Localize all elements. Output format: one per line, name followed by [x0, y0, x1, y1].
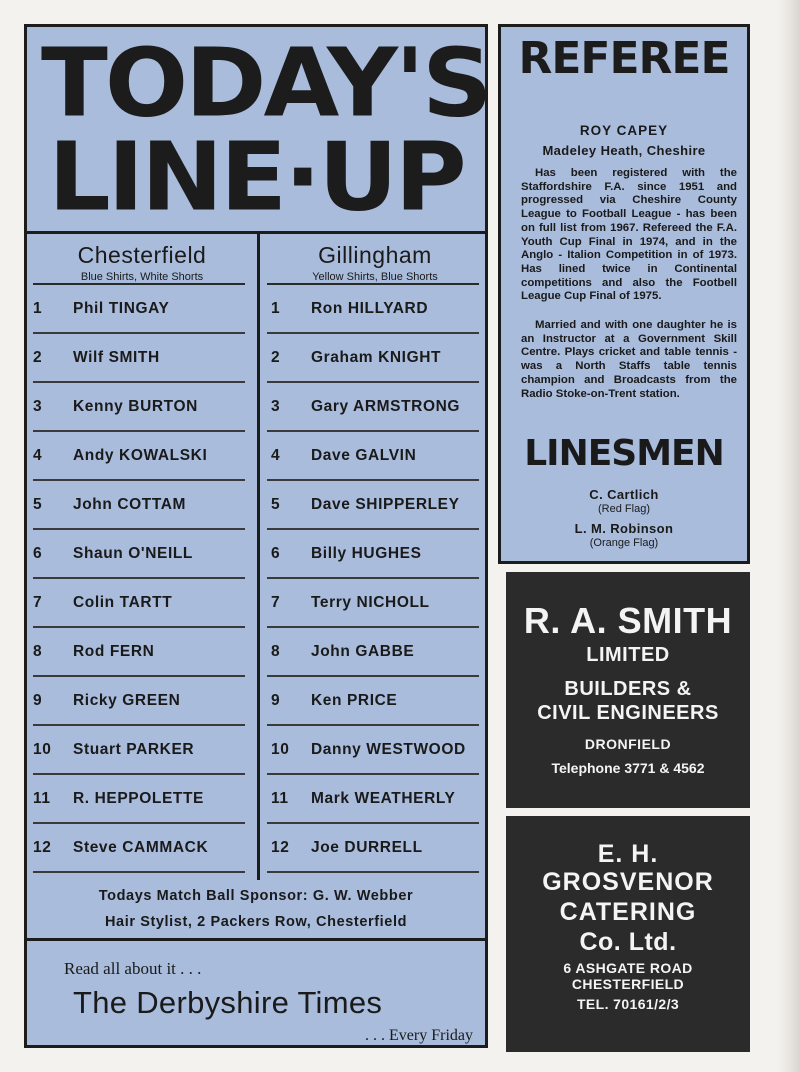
linesman-2 [501, 521, 747, 549]
player-number: 12 [33, 839, 52, 856]
away-player-row [271, 394, 483, 420]
player-name: Rod FERN [73, 643, 155, 660]
grosvenor-line-4: Co. Ltd. [579, 928, 677, 956]
row-divider [267, 626, 479, 628]
home-team-kit: Blue Shirts, White Shorts [80, 271, 204, 283]
linesmen-heading: LINESMEN [524, 433, 724, 474]
linesman-name: C. Cartlich [589, 487, 659, 502]
player-name: Wilf SMITH [73, 349, 160, 366]
row-divider [33, 871, 245, 873]
row-divider [33, 332, 245, 334]
grosvenor-line-1: E. H. [597, 840, 659, 868]
player-name: Ken PRICE [311, 692, 398, 709]
newspaper-name: The Derbyshire Times [73, 985, 383, 1020]
newspaper-advert [27, 938, 485, 1045]
smith-trade-1: BUILDERS & [564, 678, 692, 700]
home-player-row [33, 394, 245, 420]
player-name: Billy HUGHES [311, 545, 422, 562]
player-number: 7 [33, 594, 43, 611]
player-name: Joe DURRELL [311, 839, 423, 856]
referee-heading: REFEREE [518, 33, 730, 84]
player-number: 7 [271, 594, 281, 611]
home-player-row [33, 688, 245, 714]
player-name: Gary ARMSTRONG [311, 398, 461, 415]
player-name: Ron HILLYARD [311, 300, 429, 317]
row-divider [267, 871, 479, 873]
smith-phone: Telephone 3771 & 4562 [551, 760, 705, 776]
smith-name: R. A. SMITH [523, 600, 733, 641]
title-box [27, 27, 490, 234]
sponsor-line-1: Todays Match Ball Sponsor: G. W. Webber [98, 888, 414, 904]
grosvenor-line-2: GROSVENOR [542, 868, 714, 896]
row-divider [33, 675, 245, 677]
away-player-row [271, 786, 483, 812]
column-divider [257, 234, 260, 880]
player-name: John COTTAM [73, 496, 187, 513]
player-name: Danny WESTWOOD [311, 741, 466, 758]
player-number: 11 [271, 790, 289, 807]
home-player-row [33, 492, 245, 518]
player-name: Steve CAMMACK [73, 839, 209, 856]
away-player-row [271, 639, 483, 665]
smith-town: DRONFIELD [584, 736, 672, 752]
row-divider [267, 430, 479, 432]
home-player-row [33, 296, 245, 322]
away-player-row [271, 688, 483, 714]
referee-place: Madeley Heath, Cheshire [542, 143, 706, 158]
home-team-header [27, 242, 257, 283]
player-number: 5 [33, 496, 43, 513]
player-number: 3 [271, 398, 281, 415]
teams-table [27, 234, 485, 880]
newspaper-frequency: . . . Every Friday [365, 1027, 473, 1044]
player-number: 10 [271, 741, 290, 758]
player-number: 6 [271, 545, 281, 562]
player-number: 5 [271, 496, 281, 513]
row-divider [33, 577, 245, 579]
row-divider [267, 773, 479, 775]
home-team-name: Chesterfield [77, 242, 207, 268]
grosvenor-address-1: 6 ASHGATE ROAD [563, 960, 693, 976]
home-player-row [33, 737, 245, 763]
away-player-row [271, 590, 483, 616]
row-divider [33, 626, 245, 628]
referee-name: ROY CAPEY [579, 123, 669, 138]
player-number: 6 [33, 545, 43, 562]
row-divider [33, 479, 245, 481]
player-number: 1 [33, 300, 43, 317]
player-name: Dave SHIPPERLEY [311, 496, 460, 513]
row-divider [33, 724, 245, 726]
lineup-panel [24, 24, 488, 1048]
linesman-flag: (Orange Flag) [589, 537, 659, 549]
home-player-row [33, 639, 245, 665]
player-name: Ricky GREEN [73, 692, 181, 709]
referee-panel [498, 24, 750, 564]
away-header-rule [267, 283, 479, 285]
away-team-name: Gillingham [318, 242, 432, 268]
player-number: 12 [271, 839, 290, 856]
title-line-1: TODAY'S [41, 29, 490, 139]
player-name: Dave GALVIN [311, 447, 417, 464]
sponsor-line-2: Hair Stylist, 2 Packers Row, Chesterfield [104, 914, 408, 930]
away-team-header [260, 242, 490, 283]
player-number: 4 [33, 447, 43, 464]
player-number: 10 [33, 741, 52, 758]
player-number: 2 [33, 349, 43, 366]
smith-trade-2: CIVIL ENGINEERS [537, 702, 719, 724]
home-header-rule [33, 283, 245, 285]
home-player-row [33, 786, 245, 812]
away-player-row [271, 296, 483, 322]
player-name: Kenny BURTON [73, 398, 198, 415]
row-divider [33, 430, 245, 432]
row-divider [33, 822, 245, 824]
player-number: 11 [33, 790, 51, 807]
player-name: Terry NICHOLL [311, 594, 430, 611]
grosvenor-catering-advert [506, 816, 750, 1052]
row-divider [267, 822, 479, 824]
player-number: 9 [33, 692, 43, 709]
title-line-2: LINE·UP [48, 123, 464, 233]
row-divider [33, 528, 245, 530]
away-player-row [271, 443, 483, 469]
row-divider [267, 528, 479, 530]
row-divider [267, 724, 479, 726]
away-player-row [271, 541, 483, 567]
player-number: 2 [271, 349, 281, 366]
player-name: Graham KNIGHT [311, 349, 442, 366]
linesman-1 [501, 487, 747, 515]
grosvenor-phone: TEL. 70161/2/3 [576, 996, 680, 1012]
player-name: R. HEPPOLETTE [73, 790, 204, 807]
grosvenor-address-2: CHESTERFIELD [571, 976, 685, 992]
linesman-flag: (Red Flag) [598, 503, 650, 515]
player-number: 3 [33, 398, 43, 415]
away-player-row [271, 345, 483, 371]
row-divider [267, 675, 479, 677]
player-name: Andy KOWALSKI [73, 447, 208, 464]
player-name: Shaun O'NEILL [73, 545, 193, 562]
smith-builders-advert [506, 572, 750, 808]
grosvenor-line-3: CATERING [559, 898, 697, 926]
home-player-row [33, 443, 245, 469]
home-player-row [33, 541, 245, 567]
linesman-name: L. M. Robinson [574, 521, 674, 536]
match-ball-sponsor [27, 880, 485, 938]
player-number: 8 [271, 643, 281, 660]
row-divider [267, 381, 479, 383]
referee-bio-1: Has been registered with the Staffordshire F.A. since 1951 and progressed via Cheshire County League to Football League - has been on full list from 1967. Refereed the F.A. Youth Cup Final in 1974, and in the Anglo - Italion Competition in of 1973. Has lined twice in Continental competitions and also the Footbell League Cup Final of 1975. [521, 167, 737, 303]
player-number: 4 [271, 447, 281, 464]
smith-suffix: LIMITED [586, 644, 670, 666]
referee-bio-2: Married and with one daughter he is an Instructor at a Government Skill Centre. Plays cricket and table tennis - was a North Staffs table tennis champion and Broadcasts from the Radio Stoke-on-Trent station. [521, 319, 737, 400]
player-name: Stuart PARKER [73, 741, 195, 758]
away-player-row [271, 737, 483, 763]
away-player-row [271, 835, 483, 861]
row-divider [267, 479, 479, 481]
away-player-row [271, 492, 483, 518]
row-divider [33, 773, 245, 775]
player-name: Phil TINGAY [73, 300, 170, 317]
player-name: Mark WEATHERLY [311, 790, 456, 807]
home-player-row [33, 590, 245, 616]
newspaper-intro: Read all about it . . . [64, 959, 202, 978]
row-divider [267, 577, 479, 579]
page-edge [778, 0, 800, 1072]
row-divider [33, 381, 245, 383]
player-name: Colin TARTT [73, 594, 173, 611]
player-number: 8 [33, 643, 43, 660]
row-divider [267, 332, 479, 334]
player-number: 1 [271, 300, 281, 317]
home-player-row [33, 835, 245, 861]
player-name: John GABBE [311, 643, 415, 660]
away-team-kit: Yellow Shirts, Blue Shorts [312, 271, 438, 283]
player-number: 9 [271, 692, 281, 709]
home-player-row [33, 345, 245, 371]
